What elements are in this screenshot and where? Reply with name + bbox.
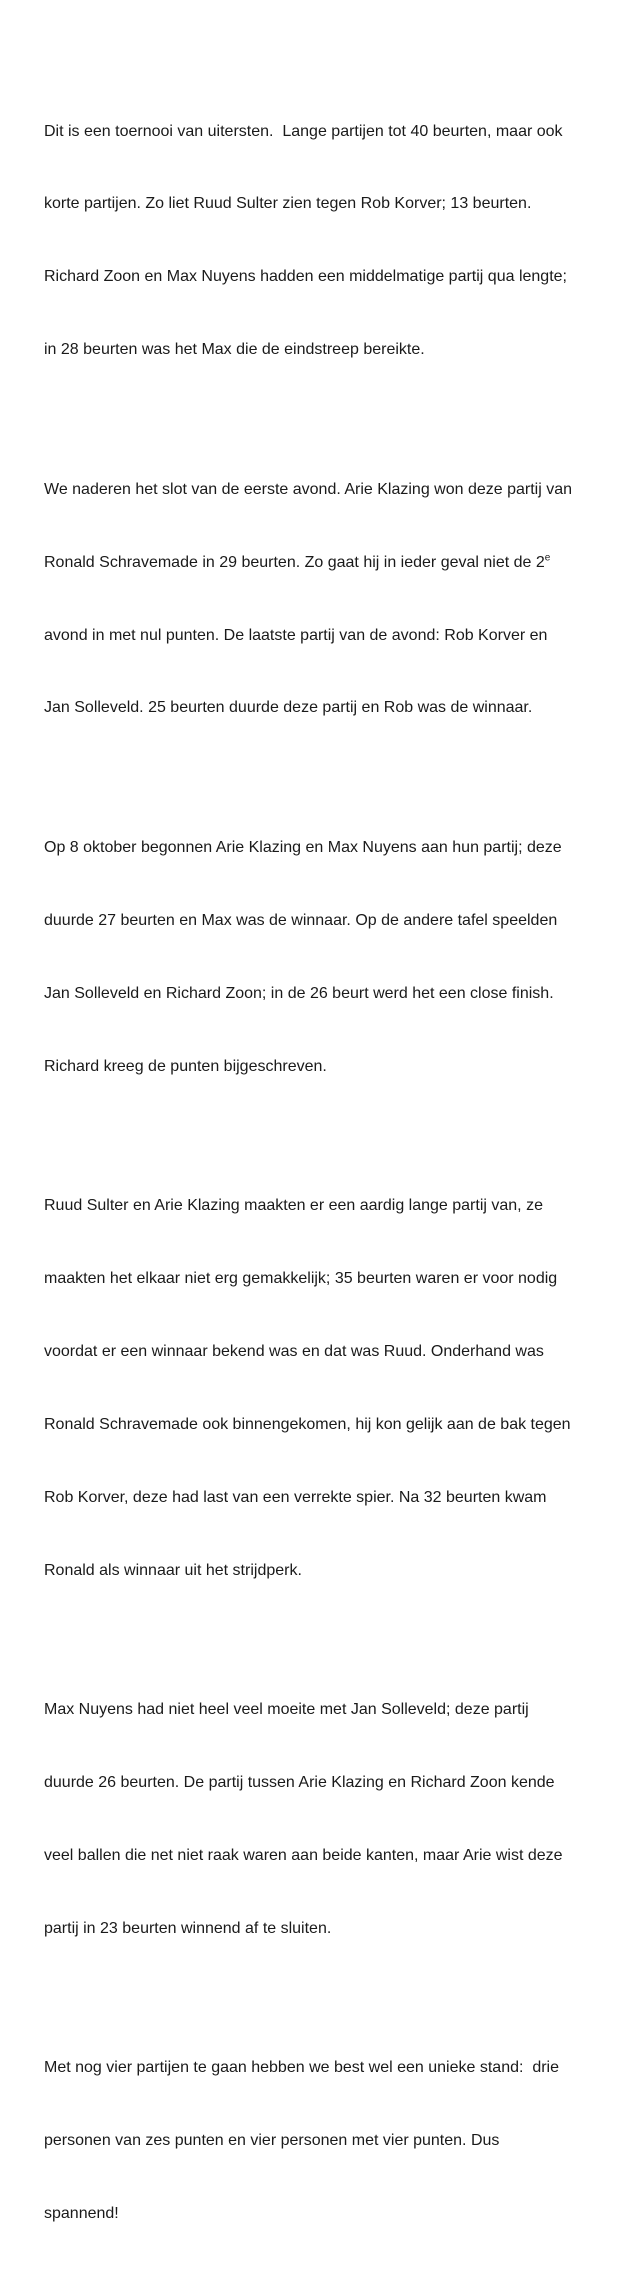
ordinal-superscript: e — [544, 552, 551, 564]
paragraph-line: spannend! — [44, 2204, 119, 2222]
paragraph-line: Ronald als winnaar uit het strijdperk. — [44, 1561, 302, 1579]
paragraph-line-text: Ronald Schravemade in 29 beurten. Zo gaat hij in ieder geval niet de 2 — [44, 553, 545, 571]
paragraph-line: Rob Korver, deze had last van een verrekte spier. Na 32 beurten kwam — [44, 1488, 547, 1506]
paragraph-6 — [44, 2008, 604, 2275]
paragraph-line: maakten het elkaar niet erg gemakkelijk; 35 beurten waren er voor nodig — [44, 1269, 558, 1287]
paragraph-line: We naderen het slot van de eerste avond. Arie Klazing won deze partij van — [44, 480, 573, 498]
paragraph-line: Op 8 oktober begonnen Arie Klazing en Max Nuyens aan hun partij; deze — [44, 838, 562, 856]
document-page — [44, 71, 604, 2293]
paragraph-line: in 28 beurten was het Max die de eindstreep bereikte. — [44, 341, 425, 359]
paragraph-line: Ronald Schravemade ook binnengekomen, hij kon gelijk aan de bak tegen — [44, 1415, 571, 1433]
paragraph-line: Richard kreeg de punten bijgeschreven. — [44, 1057, 327, 1075]
paragraph-line: partij in 23 beurten winnend af te sluiten. — [44, 1919, 332, 1937]
paragraph-line: Richard Zoon en Max Nuyens hadden een middelmatige partij qua lengte; — [44, 268, 567, 286]
paragraph-line: avond in met nul punten. De laatste partij van de avond: Rob Korver en — [44, 626, 548, 644]
paragraph-line: Max Nuyens had niet heel veel moeite met Jan Solleveld; deze partij — [44, 1701, 529, 1718]
paragraph-line — [44, 551, 604, 575]
paragraph-line: Dit is een toernooi van uitersten. Lange partijen tot 40 beurten, maar ook — [44, 122, 563, 140]
paragraph-2 — [44, 429, 604, 769]
paragraph-line: Met nog vier partijen te gaan hebben we best wel een unieke stand: drie — [44, 2059, 559, 2077]
paragraph-line: Jan Solleveld. 25 beurten duurde deze partij en Rob was de winnaar. — [44, 699, 533, 717]
paragraph-3 — [44, 787, 604, 1127]
paragraph-line: Jan Solleveld en Richard Zoon; in de 26 beurt werd het een close finish. — [44, 984, 554, 1002]
paragraph-1 — [44, 71, 604, 411]
paragraph-line: voordat er een winnaar bekend was en dat was Ruud. Onderhand was — [44, 1342, 544, 1360]
paragraph-line: duurde 27 beurten en Max was de winnaar. Op de andere tafel speelden — [44, 911, 558, 929]
paragraph-line: personen van zes punten en vier personen met vier punten. Dus — [44, 2132, 500, 2150]
paragraph-line: Ruud Sulter en Arie Klazing maakten er een aardig lange partij van, ze — [44, 1197, 543, 1215]
paragraph-line: duurde 26 beurten. De partij tussen Arie Klazing en Richard Zoon kende — [44, 1773, 555, 1791]
paragraph-line: korte partijen. Zo liet Ruud Sulter zien tegen Rob Korver; 13 beurten. — [44, 195, 532, 213]
paragraph-4 — [44, 1145, 604, 1631]
paragraph-line: veel ballen die net niet raak waren aan beide kanten, maar Arie wist deze — [44, 1846, 563, 1864]
paragraph-5 — [44, 1649, 604, 1989]
